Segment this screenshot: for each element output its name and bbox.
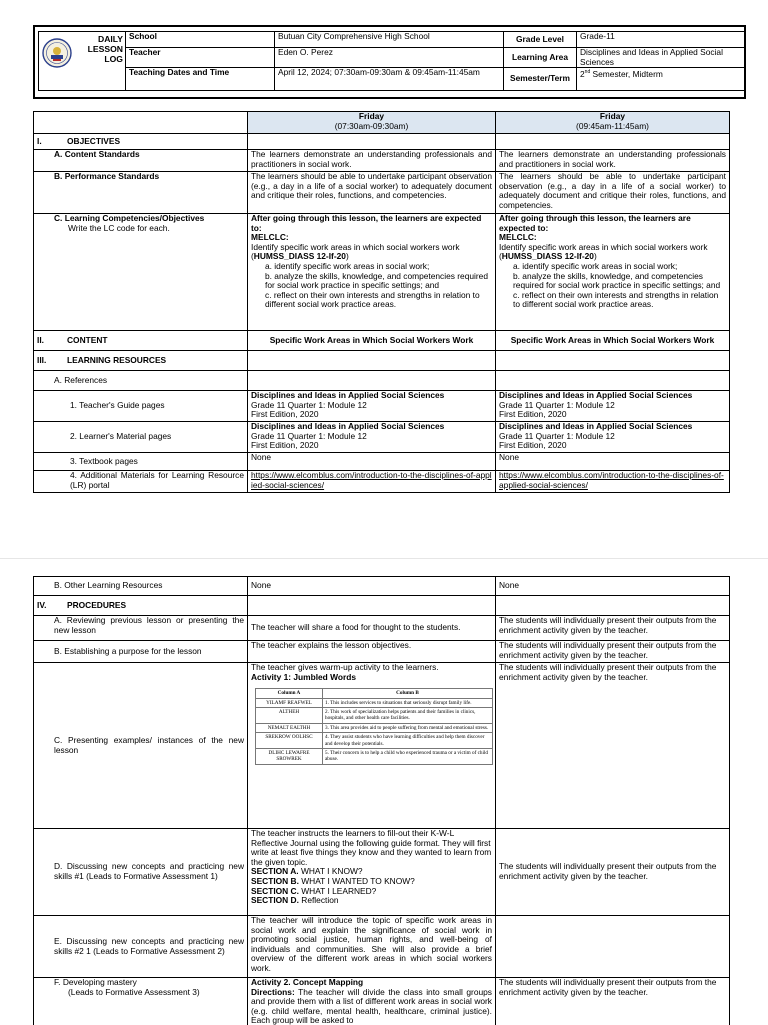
purpose-label: B. Establishing a purpose for the lesson bbox=[34, 641, 248, 663]
presenting-label: C. Presenting examples/ instances of the new lesson bbox=[34, 663, 248, 829]
semester-label: Semester/Term bbox=[504, 68, 577, 91]
content-text: CONTENT bbox=[67, 335, 107, 345]
textbook-label: 3. Textbook pages bbox=[34, 453, 248, 471]
other-resources-col1: None bbox=[248, 577, 496, 596]
content-label bbox=[34, 331, 248, 351]
lm1-module: Grade 11 Quarter 1: Module 12 bbox=[251, 432, 492, 442]
reviewing-col1: The teacher will share a food for thought to the students. bbox=[248, 616, 496, 641]
lr-portal-label: 4. Additional Materials for Learning Resource (LR) portal bbox=[34, 471, 248, 493]
time-1: (07:30am-09:30am) bbox=[251, 122, 492, 132]
activity-1-title: Activity 1: Jumbled Words bbox=[251, 673, 492, 683]
time-2: (09:45am-11:45am) bbox=[499, 122, 726, 132]
references-row bbox=[34, 371, 730, 391]
section-b-text: WHAT I WANTED TO KNOW? bbox=[299, 876, 415, 886]
dll-line-2: LESSON bbox=[88, 44, 123, 54]
dll-table-part-1 bbox=[33, 111, 730, 493]
comp2-close: ) bbox=[594, 251, 597, 261]
comp2-a: a. identify specific work areas in social work; bbox=[499, 262, 726, 272]
section-c-label: SECTION C. bbox=[251, 886, 299, 896]
tg1-title: Disciplines and Ideas in Applied Social Sciences bbox=[251, 391, 492, 401]
tg1-module: Grade 11 Quarter 1: Module 12 bbox=[251, 401, 492, 411]
section-b-label: SECTION B. bbox=[251, 876, 299, 886]
mastery-sub: (Leads to Formative Assessment 3) bbox=[54, 988, 244, 998]
teacher-value: Eden O. Perez bbox=[275, 48, 504, 68]
dll-line-1: DAILY bbox=[88, 34, 123, 44]
lm2-title: Disciplines and Ideas in Applied Social Sciences bbox=[499, 422, 726, 432]
comp1-c: c. reflect on their own interests and strengths in relation to different social work practice areas. bbox=[251, 291, 492, 310]
competencies-col1 bbox=[248, 214, 496, 331]
learning-area-label: Learning Area bbox=[504, 48, 577, 68]
mastery-col2: The students will individually present their outputs from the enrichment activity given by the teacher. bbox=[496, 978, 730, 1025]
table-row bbox=[256, 733, 493, 749]
jumbled-word: ALTHEH bbox=[256, 708, 323, 724]
purpose-col1: The teacher explains the lesson objectives. bbox=[248, 641, 496, 663]
objectives-text: OBJECTIVES bbox=[67, 136, 120, 146]
teacher-label: Teacher bbox=[126, 48, 275, 68]
content-standards-label: A. Content Standards bbox=[34, 150, 248, 172]
presenting-col2: The students will individually present their outputs from the enrichment activity given by the teacher. bbox=[496, 663, 730, 829]
column-b-header: Column B bbox=[323, 689, 493, 698]
column-a-header: Column A bbox=[256, 689, 323, 698]
table-row bbox=[256, 723, 493, 732]
document-page-2 bbox=[0, 558, 768, 1025]
content-standards-row bbox=[34, 150, 730, 172]
comp1-code: HUMSS_DIASS 12-If-20 bbox=[254, 251, 346, 261]
objectives-row bbox=[34, 134, 730, 150]
clue-text: 4. They assist students who have learning difficulties and help them discover and develop their potentials. bbox=[323, 733, 493, 749]
objectives-col1 bbox=[248, 134, 496, 150]
corner-cell bbox=[34, 112, 248, 134]
semester-sup: nd bbox=[585, 69, 591, 75]
table-row bbox=[256, 708, 493, 724]
section-d-text: Reflection bbox=[299, 895, 339, 905]
discussing-1-col1 bbox=[248, 829, 496, 916]
discussing-1-col2: The students will individually present their outputs from the enrichment activity given by the teacher. bbox=[496, 829, 730, 916]
dll-table-part-2 bbox=[33, 576, 730, 1025]
dll-line-3: LOG bbox=[88, 54, 123, 64]
mastery-label bbox=[34, 978, 248, 1025]
procedures-label bbox=[34, 596, 248, 616]
clue-text: 5. Their concern is to help a child who experienced trauma or a victim of child abuse. bbox=[323, 749, 493, 765]
discussing-1-label: D. Discussing new concepts and practicing new skills #1 (Leads to Formative Assessment 1) bbox=[34, 829, 248, 916]
comp1-intro: After going through this lesson, the learners are expected to: bbox=[251, 214, 492, 233]
reviewing-col2: The students will individually present their outputs from the enrichment activity given by the teacher. bbox=[496, 616, 730, 641]
content-standards-col2: The learners demonstrate an understanding professionals and practitioners in social work. bbox=[496, 150, 730, 172]
learners-material-row bbox=[34, 422, 730, 453]
teachers-guide-label: 1. Teacher's Guide pages bbox=[34, 391, 248, 422]
mastery-directions bbox=[251, 988, 492, 1025]
comp2-identify bbox=[499, 243, 726, 262]
learners-material-col1 bbox=[248, 422, 496, 453]
section-a-label: SECTION A. bbox=[251, 866, 299, 876]
school-label: School bbox=[126, 32, 275, 48]
teachers-guide-col1 bbox=[248, 391, 496, 422]
performance-standards-label: B. Performance Standards bbox=[34, 172, 248, 214]
dll-title bbox=[88, 34, 123, 64]
procedures-col2 bbox=[496, 596, 730, 616]
clue-text: 3. This area provides aid to people suffering from mental and emotional stress. bbox=[323, 723, 493, 732]
comp2-code: HUMSS_DIASS 12-If-20 bbox=[502, 251, 594, 261]
resources-col2 bbox=[496, 351, 730, 371]
discussing-2-row bbox=[34, 916, 730, 978]
purpose-col2: The students will individually present their outputs from the enrichment activity given by the teacher. bbox=[496, 641, 730, 663]
content-col1: Specific Work Areas in Which Social Workers Work bbox=[248, 331, 496, 351]
comp1-identify bbox=[251, 243, 492, 262]
textbook-row bbox=[34, 453, 730, 471]
semester-num: 2 bbox=[580, 69, 585, 79]
clue-text: 2. This work of specialization helps patients and their families in clinics, hospitals, and other health care facilities. bbox=[323, 708, 493, 724]
procedures-text: PROCEDURES bbox=[67, 600, 126, 610]
performance-standards-col2: The learners should be able to undertake participant observation (e.g., a day in a life of a social worker) to adequately document and critique their roles, functions, and competencies. bbox=[496, 172, 730, 214]
presenting-row bbox=[34, 663, 730, 829]
seal-cell bbox=[39, 32, 126, 91]
content-col2: Specific Work Areas in Which Social Workers Work bbox=[496, 331, 730, 351]
textbook-col2: None bbox=[496, 453, 730, 471]
discussing-2-label: E. Discussing new concepts and practicing new skills #2 1 (Leads to Formative Assessment 2) bbox=[34, 916, 248, 978]
competencies-row bbox=[34, 214, 730, 331]
discussing-1-text: The teacher instructs the learners to fill-out their K-W-L Reflective Journal using the following guide format. They will first write at least five things they know and they wanted to learn from the given topic. bbox=[251, 829, 492, 867]
dates-value: April 12, 2024; 07:30am-09:30am & 09:45am-11:45am bbox=[275, 68, 504, 91]
objectives-col2 bbox=[496, 134, 730, 150]
comp1-a: a. identify specific work areas in social work; bbox=[251, 262, 492, 272]
discussing-2-col1: The teacher will introduce the topic of specific work areas in social work and explain the significance of social work in promoting social justice, human rights, and well-being of individuals and communities. She will also provide a brief overview of the different work areas in which social workers work. bbox=[248, 916, 496, 978]
page-gap bbox=[0, 520, 768, 558]
comp1-b: b. analyze the skills, knowledge, and competencies required for social work practice in specific settings; and bbox=[251, 272, 492, 291]
content-standards-col1: The learners demonstrate an understanding professionals and practitioners in social work. bbox=[248, 150, 496, 172]
column-header-2 bbox=[496, 112, 730, 134]
teachers-guide-row bbox=[34, 391, 730, 422]
discussing-2-col2 bbox=[496, 916, 730, 978]
section-a-text: WHAT I KNOW? bbox=[299, 866, 363, 876]
other-resources-label: B. Other Learning Resources bbox=[34, 577, 248, 596]
tg2-module: Grade 11 Quarter 1: Module 12 bbox=[499, 401, 726, 411]
directions-text: The teacher will divide the class into small groups and provide them with a list of different work areas in social work (e.g. child welfare, mental health, healthcare, criminal justice). Each group will be asked to bbox=[251, 987, 492, 1025]
procedures-col1 bbox=[248, 596, 496, 616]
lm2-module: Grade 11 Quarter 1: Module 12 bbox=[499, 432, 726, 442]
comp2-c: c. reflect on their own interests and strengths in relation to different social work practice areas. bbox=[499, 291, 726, 310]
resources-num: III. bbox=[37, 356, 67, 366]
table-row bbox=[256, 749, 493, 765]
tg2-title: Disciplines and Ideas in Applied Social Sciences bbox=[499, 391, 726, 401]
objectives-num: I. bbox=[37, 137, 67, 147]
clue-text: 1. This includes services to situations that seriously disrupt family life. bbox=[323, 698, 493, 707]
tg1-edition: First Edition, 2020 bbox=[251, 410, 492, 420]
day-2: Friday bbox=[499, 112, 726, 122]
presenting-intro: The teacher gives warm-up activity to the learners. bbox=[251, 663, 492, 673]
purpose-row bbox=[34, 641, 730, 663]
competencies-col2 bbox=[496, 214, 730, 331]
comp2-intro: After going through this lesson, the learners are expected to: bbox=[499, 214, 726, 233]
mastery-row bbox=[34, 978, 730, 1025]
resources-text: LEARNING RESOURCES bbox=[67, 355, 166, 365]
learners-material-label: 2. Learner's Material pages bbox=[34, 422, 248, 453]
header-table bbox=[38, 31, 745, 91]
section-d bbox=[251, 896, 492, 906]
references-label: A. References bbox=[34, 371, 248, 391]
learning-area-value: Disciplines and Ideas in Applied Social Sciences bbox=[577, 48, 745, 68]
procedures-row bbox=[34, 596, 730, 616]
objectives-label bbox=[34, 134, 248, 150]
comp1-melc: MELCLC: bbox=[251, 233, 492, 243]
section-c-text: WHAT I LEARNED? bbox=[299, 886, 376, 896]
presenting-col1 bbox=[248, 663, 496, 829]
references-col2 bbox=[496, 371, 730, 391]
directions-label: Directions: bbox=[251, 987, 295, 997]
lr-portal-row bbox=[34, 471, 730, 493]
jumbled-word: NEMALT EALTHH bbox=[256, 723, 323, 732]
dates-label: Teaching Dates and Time bbox=[126, 68, 275, 91]
comp2-b: b. analyze the skills, knowledge, and competencies required for social work practice in specific settings; and bbox=[499, 272, 726, 291]
grade-level-label: Grade Level bbox=[504, 32, 577, 48]
learners-material-col2 bbox=[496, 422, 730, 453]
teachers-guide-col2 bbox=[496, 391, 730, 422]
lm1-edition: First Edition, 2020 bbox=[251, 441, 492, 451]
lm1-title: Disciplines and Ideas in Applied Social Sciences bbox=[251, 422, 492, 432]
reviewing-label: A. Reviewing previous lesson or presenting the new lesson bbox=[34, 616, 248, 641]
resources-row bbox=[34, 351, 730, 371]
activity-2-title: Activity 2. Concept Mapping bbox=[251, 978, 492, 988]
tg2-edition: First Edition, 2020 bbox=[499, 410, 726, 420]
competencies-title: C. Learning Competencies/Objectives bbox=[54, 214, 244, 224]
jumbled-words-table bbox=[255, 688, 493, 765]
table-row bbox=[256, 698, 493, 707]
jumbled-word: YILAMF REAFWEL bbox=[256, 698, 323, 707]
column-header-1 bbox=[248, 112, 496, 134]
mastery-col1 bbox=[248, 978, 496, 1025]
comp2-melc: MELCLC: bbox=[499, 233, 726, 243]
comp1-identify-text: Identify specific work areas in which social workers work ( bbox=[251, 242, 460, 262]
deped-seal-icon bbox=[42, 38, 72, 68]
semester-value bbox=[577, 68, 745, 91]
procedures-num: IV. bbox=[37, 601, 67, 611]
other-resources-row bbox=[34, 577, 730, 596]
comp2-identify-text: Identify specific work areas in which social workers work ( bbox=[499, 242, 708, 262]
grade-level-value: Grade-11 bbox=[577, 32, 745, 48]
lm2-edition: First Edition, 2020 bbox=[499, 441, 726, 451]
lr-portal-link-1[interactable]: https://www.elcomblus.com/introduction-to-the-disciplines-of-applied-social-sciences/ bbox=[248, 471, 496, 493]
textbook-col1: None bbox=[248, 453, 496, 471]
references-col1 bbox=[248, 371, 496, 391]
semester-rest: Semester, Midterm bbox=[590, 69, 663, 79]
content-row bbox=[34, 331, 730, 351]
performance-standards-col1: The learners should be able to undertake participant observation (e.g., a day in a life of a social worker) to adequately document and critique their roles, functions, and competencies. bbox=[248, 172, 496, 214]
competencies-sub: Write the LC code for each. bbox=[54, 224, 244, 234]
jumbled-word: DLIHC LEWAFRE SROWREK bbox=[256, 749, 323, 765]
day-1: Friday bbox=[251, 112, 492, 122]
header-box bbox=[33, 25, 746, 99]
competencies-label bbox=[34, 214, 248, 331]
reviewing-row bbox=[34, 616, 730, 641]
content-num: II. bbox=[37, 336, 67, 346]
other-resources-col2: None bbox=[496, 577, 730, 596]
lr-portal-link-2[interactable]: https://www.elcomblus.com/introduction-to-the-disciplines-of-applied-social-sciences/ bbox=[496, 471, 730, 493]
mastery-title: F. Developing mastery bbox=[54, 978, 244, 988]
resources-col1 bbox=[248, 351, 496, 371]
discussing-1-row bbox=[34, 829, 730, 916]
section-d-label: SECTION D. bbox=[251, 895, 299, 905]
performance-standards-row bbox=[34, 172, 730, 214]
resources-label bbox=[34, 351, 248, 371]
jumbled-word: SREKROW OOLHSC bbox=[256, 733, 323, 749]
school-value: Butuan City Comprehensive High School bbox=[275, 32, 504, 48]
comp1-close: ) bbox=[346, 251, 349, 261]
